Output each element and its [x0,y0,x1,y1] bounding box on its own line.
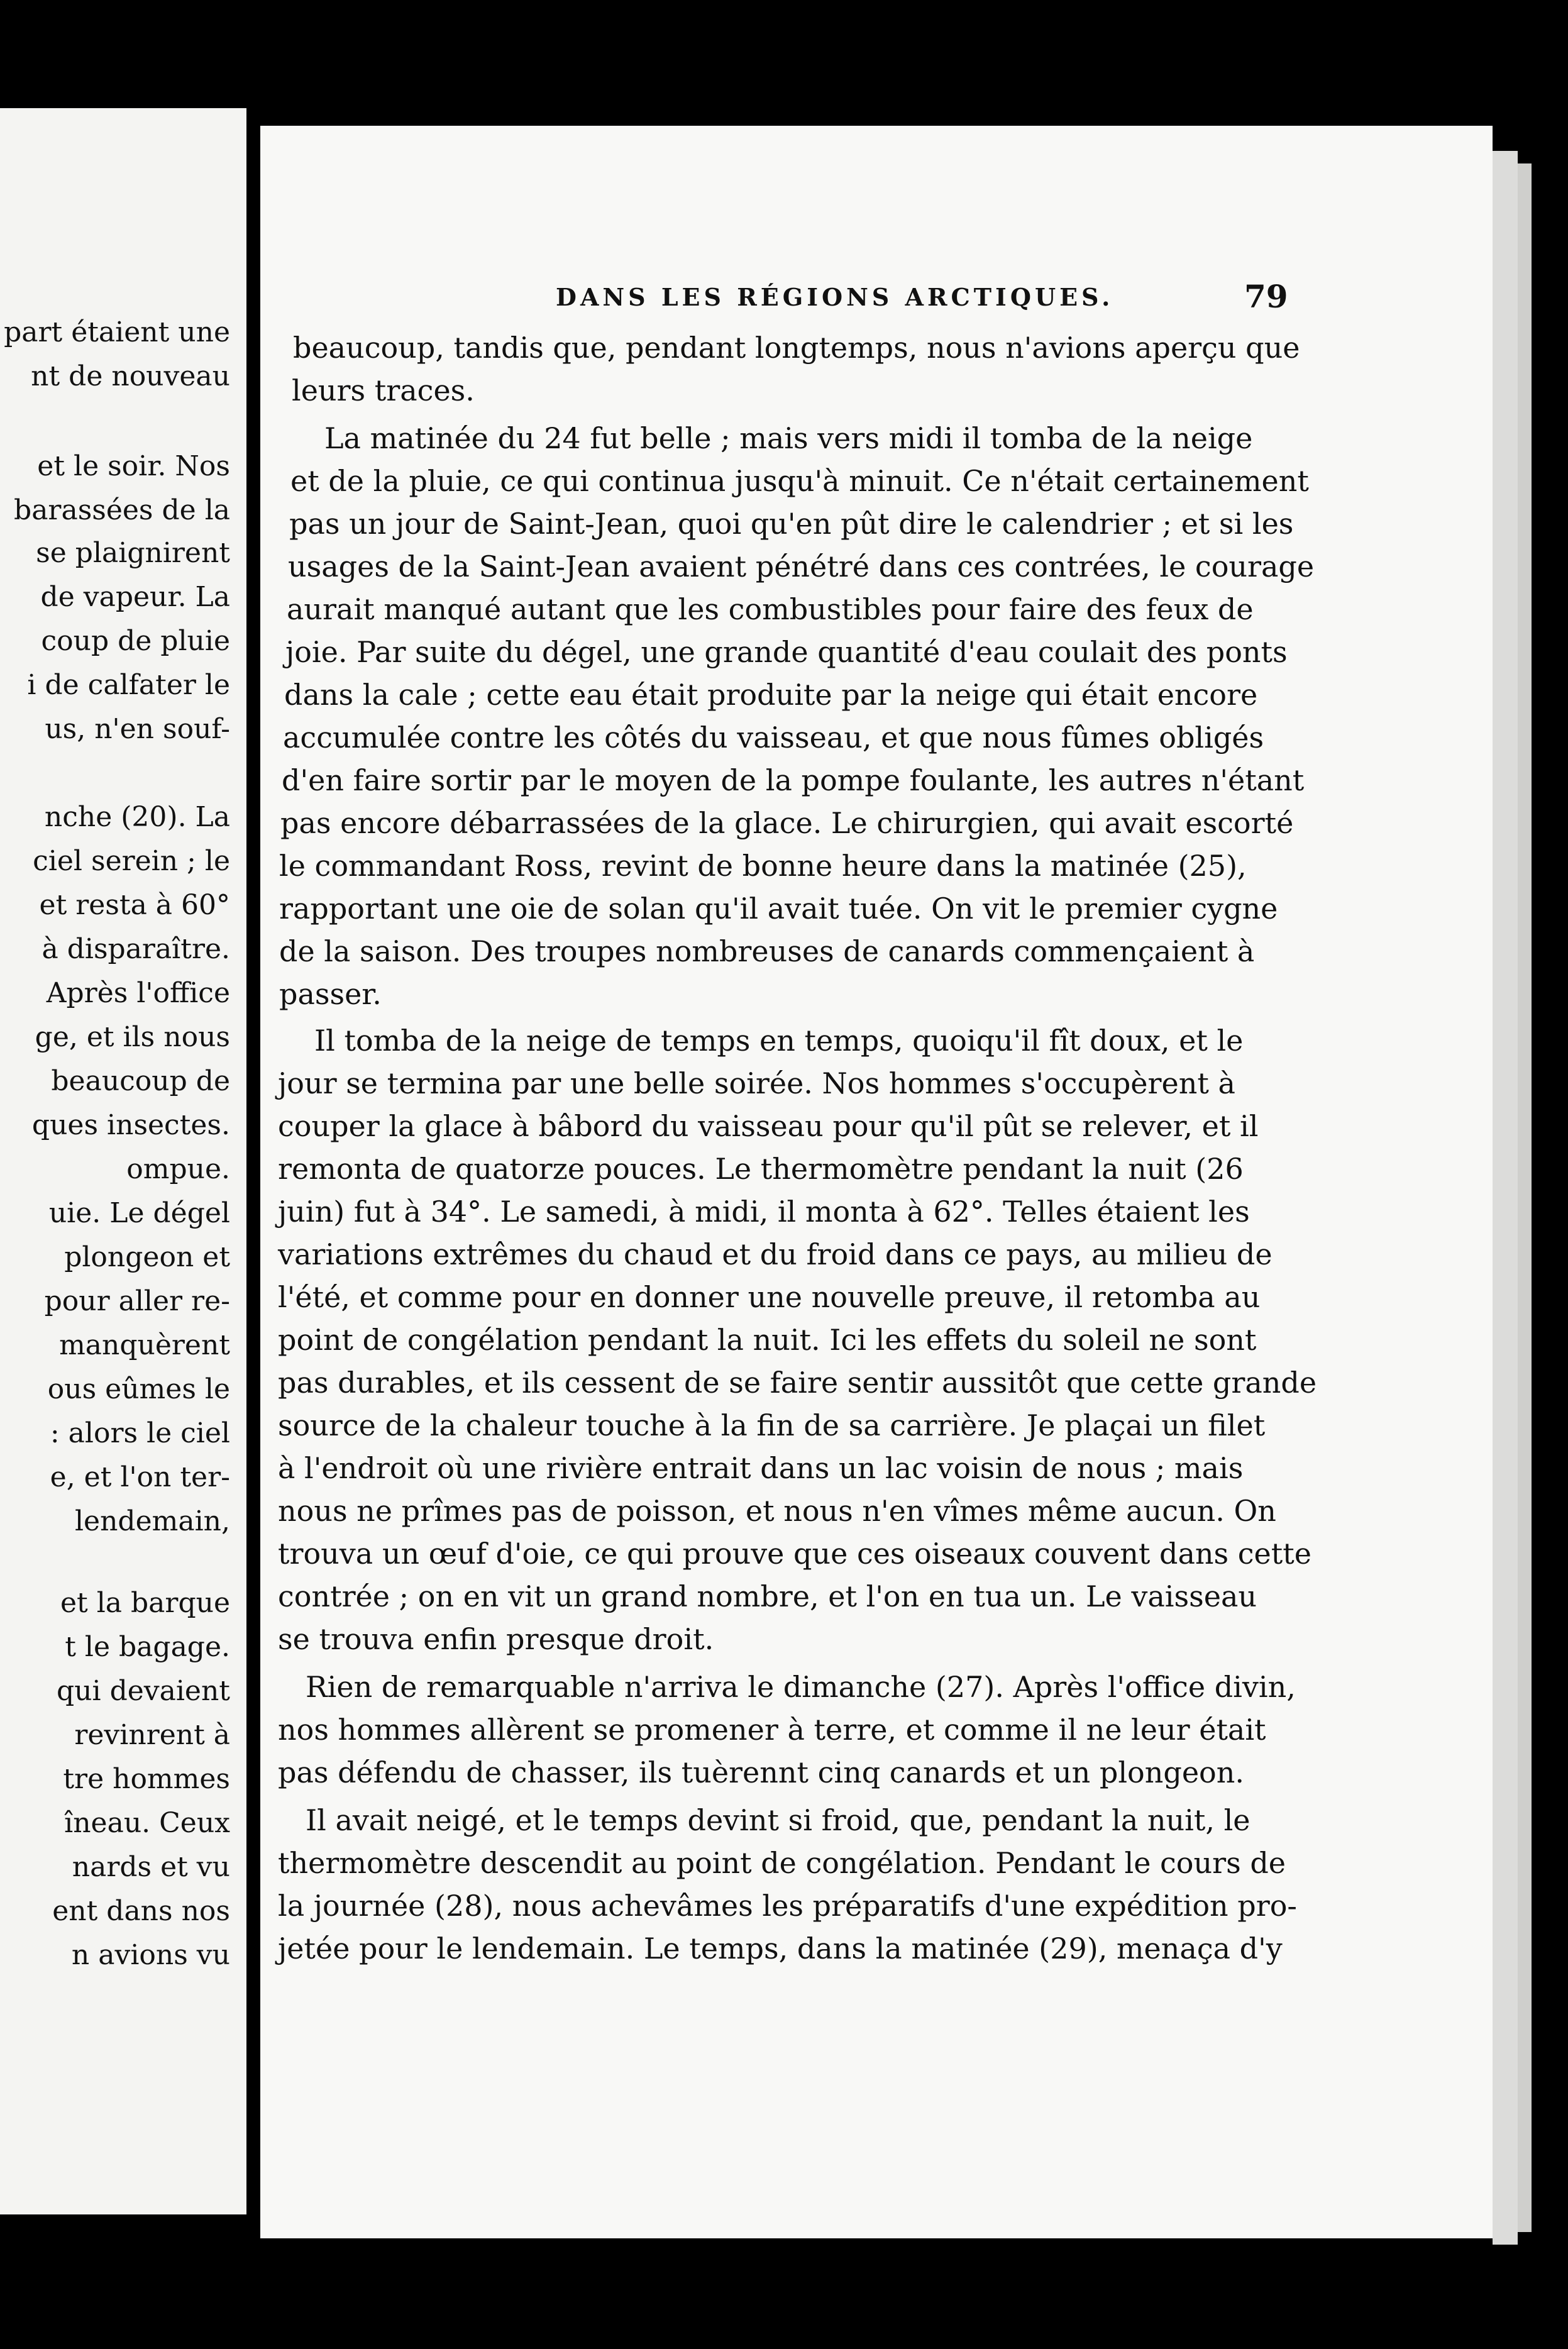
left-line: lendemain, [74,1505,230,1537]
text-line: variations extrêmes du chaud et du froid dans ce pays, au milieu de [278,1237,1273,1271]
left-line: et la barque [60,1587,230,1619]
text-line: point de congélation pendant la nuit. Ici les effets du soleil ne sont [278,1323,1257,1357]
text-line: usages de la Saint-Jean avaient pénétré dans ces contrées, le courage [288,550,1315,583]
text-line: se trouva enfin presque droit. [278,1622,714,1656]
text-line: Il tomba de la neige de temps en temps, quoiqu'il fît doux, et le [314,1024,1244,1058]
left-line: qui devaient [57,1675,230,1707]
left-line: de vapeur. La [40,581,230,613]
left-line: à disparaître. [41,933,230,965]
text-line: jour se termina par une belle soirée. Nos hommes s'occupèrent à [278,1066,1235,1100]
text-line: la journée (28), nous achevâmes les préparatifs d'une expédition pro- [278,1889,1297,1923]
text-line: juin) fut à 34°. Le samedi, à midi, il monta à 62°. Telles étaient les [278,1195,1250,1229]
text-line: beaucoup, tandis que, pendant longtemps, nous n'avions aperçu que [293,331,1300,365]
left-line: uie. Le dégel [48,1197,230,1229]
text-line: contrée ; on en vit un grand nombre, et l'on en tua un. Le vaisseau [278,1579,1257,1613]
left-line: et resta à 60° [39,889,230,921]
text-line: pas durables, et ils cessent de se faire sentir aussitôt que cette grande [278,1366,1317,1400]
text-line: jetée pour le lendemain. Le temps, dans la matinée (29), menaça d'y [278,1932,1283,1965]
right-page [260,126,1493,2238]
text-line: à l'endroit où une rivière entrait dans un lac voisin de nous ; mais [278,1451,1244,1485]
left-line: nards et vu [72,1851,230,1883]
text-line: de la saison. Des troupes nombreuses de canards commençaient à [279,934,1255,968]
left-line: : alors le ciel [50,1417,230,1449]
text-line: passer. [279,977,382,1011]
left-line: ge, et ils nous [35,1021,230,1053]
left-line: ciel serein ; le [33,845,230,877]
left-line: ques insectes. [31,1109,230,1141]
text-line: aurait manqué autant que les combustibles pour faire des feux de [287,592,1254,626]
text-line: source de la chaleur touche à la fin de sa carrière. Je plaçai un filet [278,1408,1266,1442]
left-line: us, n'en souf- [45,713,230,745]
left-line: part étaient une [4,316,230,348]
left-line: nche (20). La [44,801,230,833]
left-page-fragment [0,108,246,2214]
text-line: leurs traces. [292,373,475,407]
left-line: ous eûmes le [47,1373,230,1405]
left-line: plongeon et [64,1241,230,1273]
left-line: manquèrent [59,1329,230,1361]
text-line: accumulée contre les côtés du vaisseau, et que nous fûmes obligés [283,721,1264,754]
left-line: pour aller re- [44,1285,230,1317]
text-line: l'été, et comme pour en donner une nouvelle preuve, il retomba au [278,1280,1261,1314]
text-line: La matinée du 24 fut belle ; mais vers midi il tomba de la neige [324,421,1253,455]
text-line: Rien de remarquable n'arriva le dimanche (27). Après l'office divin, [306,1670,1296,1704]
text-line: pas défendu de chasser, ils tuèrennt cinq canards et un plongeon. [278,1755,1244,1789]
text-line: rapportant une oie de solan qu'il avait tuée. On vit le premier cygne [279,892,1278,926]
text-line: trouva un œuf d'oie, ce qui prouve que ces oiseaux couvent dans cette [278,1537,1311,1571]
text-line: joie. Par suite du dégel, une grande quantité d'eau coulait des ponts [285,635,1288,669]
left-line: tre hommes [63,1763,230,1795]
left-line: t le bagage. [65,1631,230,1663]
running-head: DANS LES RÉGIONS ARCTIQUES. [556,283,1114,311]
left-line: nt de nouveau [31,360,230,392]
left-line: n avions vu [71,1939,230,1971]
text-line: nos hommes allèrent se promener à terre, et comme il ne leur était [278,1713,1266,1747]
page-stack-edge [1493,151,1518,2245]
text-line: pas encore débarrassées de la glace. Le chirurgien, qui avait escorté [280,806,1294,840]
left-line: coup de pluie [41,625,230,657]
left-line: Après l'office [46,977,230,1009]
text-line: couper la glace à bâbord du vaisseau pour qu'il pût se relever, et il [278,1109,1259,1143]
text-line: d'en faire sortir par le moyen de la pompe foulante, les autres n'étant [282,763,1305,797]
page-stack-edge [1518,163,1532,2232]
text-line: nous ne prîmes pas de poisson, et nous n'en vîmes même aucun. On [278,1494,1276,1528]
text-line: et de la pluie, ce qui continua jusqu'à minuit. Ce n'était certainement [290,464,1309,498]
text-line: remonta de quatorze pouces. Le thermomètre pendant la nuit (26 [278,1152,1244,1186]
book-gutter [246,119,260,2194]
left-line: et le soir. Nos [37,450,230,482]
left-line: ompue. [126,1153,230,1185]
left-line: ent dans nos [52,1895,230,1927]
text-line: le commandant Ross, revint de bonne heure dans la matinée (25), [279,849,1247,883]
left-line: beaucoup de [51,1065,230,1097]
left-line: se plaignirent [36,537,230,569]
text-line: dans la cale ; cette eau était produite par la neige qui était encore [284,678,1258,712]
left-line: îneau. Ceux [64,1807,230,1839]
page-number: 79 [1244,278,1288,315]
text-line: thermomètre descendit au point de congélation. Pendant le cours de [278,1846,1286,1880]
text-line: Il avait neigé, et le temps devint si froid, que, pendant la nuit, le [306,1803,1251,1837]
left-line: revinrent à [74,1719,230,1751]
left-line: e, et l'on ter- [50,1461,230,1493]
left-line: barassées de la [14,494,230,526]
text-line: pas un jour de Saint-Jean, quoi qu'en pût dire le calendrier ; et si les [289,507,1294,541]
left-line: i de calfater le [27,669,230,701]
